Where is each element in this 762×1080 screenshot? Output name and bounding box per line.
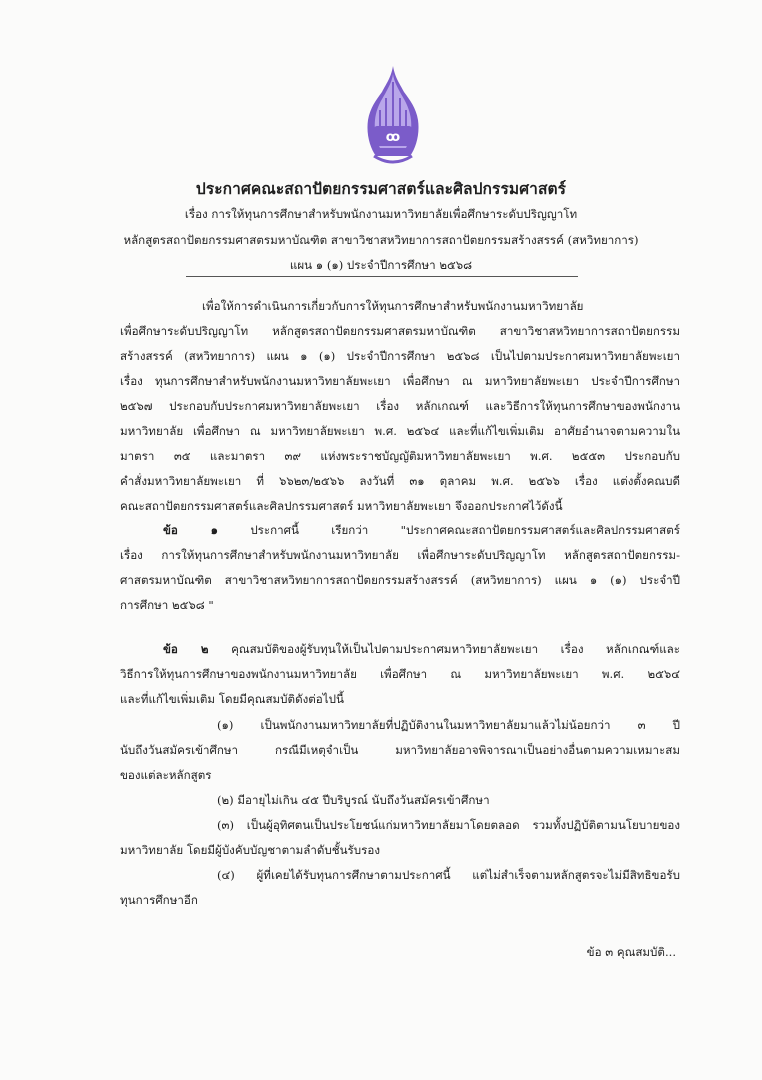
clause-2-line: วิธีการให้ทุนการศึกษาของพนักงานมหาวิทยาลัย เพื่อศึกษา ณ มหาวิทยาลัยพะเยา พ.ศ. ๒๕๖๔ — [120, 667, 680, 681]
clause-2-item-1-cont: นับถึงวันสมัครเข้าศึกษา กรณีมีเหตุจำเป็น มหาวิทยาลัยอาจพิจารณาเป็นอย่างอื่นตามความเหมาะสม — [120, 743, 680, 757]
preamble-line: ๒๕๖๗ ประกอบกับประกาศมหาวิทยาลัยพะเยา เรื่อง หลักเกณฑ์ และวิธีการให้ทุนการศึกษาของพนักงาน — [120, 399, 680, 413]
clause-2-item-1: (๑) เป็นพนักงานมหาวิทยาลัยที่ปฏิบัติงานในมหาวิทยาลัยมาแล้วไม่น้อยกว่า ๓ ปี — [217, 718, 680, 732]
clause-2-first-line — [163, 641, 680, 657]
clause-2-item-3: (๓) เป็นผู้อุทิศตนเป็นประโยชน์แก่มหาวิทยาลัยมาโดยตลอด รวมทั้งปฏิบัติตามนโยบายของ — [217, 818, 680, 832]
preamble-line: เพื่อศึกษาระดับปริญญาโท หลักสูตรสถาปัตยกรรมศาสตรมหาบัณฑิต สาขาวิชาสหวิทยาการสถาปัตยกรรม — [120, 324, 680, 338]
clause-2-item-2: (๒) มีอายุไม่เกิน ๔๕ ปีบริบูรณ์ นับถึงวันสมัครเข้าศึกษา — [217, 793, 490, 807]
preamble-line: คำสั่งมหาวิทยาลัยพะเยา ที่ ๖๖๒๓/๒๕๖๖ ลงวันที่ ๓๑ ตุลาคม พ.ศ. ๒๕๖๖ เรื่อง แต่งตั้งคณบดี — [120, 474, 680, 488]
clause-1-heading: ข้อ ๑ — [163, 523, 218, 537]
preamble-line: มหาวิทยาลัย เพื่อศึกษา ณ มหาวิทยาลัยพะเยา พ.ศ. ๒๕๖๔ และที่แก้ไขเพิ่มเติม อาศัยอำนาจตามความใน — [120, 424, 680, 438]
clause-2-item-4-cont: ทุนการศึกษาอีก — [120, 893, 198, 907]
subject-line-1: เรื่อง การให้ทุนการศึกษาสำหรับพนักงานมหาวิทยาลัยเพื่อศึกษาระดับปริญญาโท — [184, 207, 578, 221]
subject-line-3: แผน ๑ (๑) ประจำปีการศึกษา ๒๕๖๘ — [289, 258, 473, 272]
preamble-line: เพื่อให้การดำเนินการเกี่ยวกับการให้ทุนการศึกษาสำหรับพนักงานมหาวิทยาลัย — [202, 299, 584, 313]
preamble-line: สร้างสรรค์ (สหวิทยาการ) แผน ๑ (๑) ประจำปีการศึกษา ๒๕๖๘ เป็นไปตามประกาศมหาวิทยาลัยพะเยา — [120, 349, 680, 363]
clause-1-text: ประกาศนี้ เรียกว่า "ประกาศคณะสถาปัตยกรรมศาสตร์และศิลปกรรมศาสตร์ — [250, 523, 680, 537]
university-logo — [364, 64, 422, 168]
clause-2-heading: ข้อ ๒ — [163, 642, 209, 656]
clause-2-line: และที่แก้ไขเพิ่มเติม โดยมีคุณสมบัติดังต่อไปนี้ — [120, 692, 344, 706]
preamble-line: เรื่อง ทุนการศึกษาสำหรับพนักงานมหาวิทยาลัยพะเยา เพื่อศึกษา ณ มหาวิทยาลัยพะเยา ประจำปีการศึกษา — [120, 374, 680, 388]
clause-2-item-3-cont: มหาวิทยาลัย โดยมีผู้บังคับบัญชาตามลำดับชั้นรับรอง — [120, 843, 380, 857]
clause-2-text: คุณสมบัติของผู้รับทุนให้เป็นไปตามประกาศมหาวิทยาลัยพะเยา เรื่อง หลักเกณฑ์และ — [231, 642, 680, 656]
preamble-line: คณะสถาปัตยกรรมศาสตร์และศิลปกรรมศาสตร์ มหาวิทยาลัยพะเยา จึงออกประกาศไว้ดังนี้ — [120, 499, 563, 513]
clause-1-line: การศึกษา ๒๕๖๘ " — [120, 598, 214, 612]
title-divider — [186, 276, 578, 277]
continuation-note: ข้อ ๓ คุณสมบัติ... — [586, 945, 676, 959]
clause-2-item-1-cont: ของแต่ละหลักสูตร — [120, 768, 212, 782]
page-title: ประกาศคณะสถาปัตยกรรมศาสตร์และศิลปกรรมศาสตร์ — [195, 179, 567, 198]
clause-2-item-4: (๔) ผู้ที่เคยได้รับทุนการศึกษาตามประกาศนี้ แต่ไม่สำเร็จตามหลักสูตรจะไม่มีสิทธิขอรับ — [217, 868, 680, 882]
subject-line-2: หลักสูตรสถาปัตยกรรมศาสตรมหาบัณฑิต สาขาวิชาสหวิทยาการสถาปัตยกรรมสร้างสรรค์ (สหวิทยาการ) — [123, 233, 639, 247]
clause-1-first-line — [163, 522, 680, 538]
svg-text:ꝏ: ꝏ — [385, 130, 401, 145]
clause-1-line: ศาสตรมหาบัณฑิต สาขาวิชาสหวิทยาการสถาปัตยกรรมสร้างสรรค์ (สหวิทยาการ) แผน ๑ (๑) ประจำปี — [120, 573, 680, 587]
preamble-line: มาตรา ๓๕ และมาตรา ๓๙ แห่งพระราชบัญญัติมหาวิทยาลัยพะเยา พ.ศ. ๒๕๕๓ ประกอบกับ — [120, 449, 680, 463]
clause-1-line: เรื่อง การให้ทุนการศึกษาสำหรับพนักงานมหาวิทยาลัย เพื่อศึกษาระดับปริญญาโท หลักสูตรสถาปัตยกรรม- — [120, 548, 680, 562]
